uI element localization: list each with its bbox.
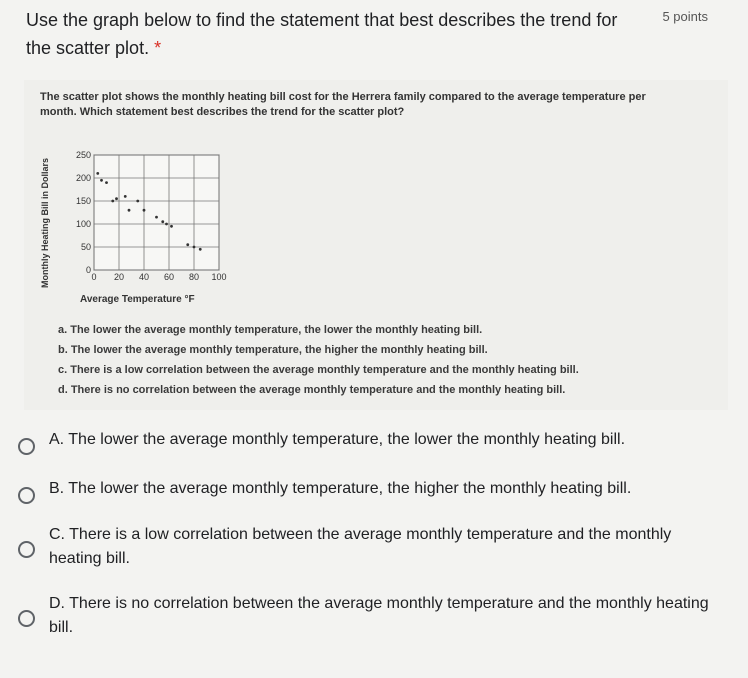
radio-c[interactable] <box>18 541 35 558</box>
data-point <box>186 243 189 246</box>
x-tick-label: 0 <box>91 272 97 282</box>
image-choice-c: c. There is a low correlation between the average monthly temperature and the monthly heating bill. <box>58 364 579 376</box>
data-point <box>100 179 103 182</box>
option-c[interactable] <box>12 523 732 571</box>
x-tick-label: 40 <box>138 272 150 282</box>
radio-d[interactable] <box>18 610 35 627</box>
y-tick-label: 100 <box>75 219 91 229</box>
required-mark: * <box>154 38 162 58</box>
y-tick-label: 150 <box>75 196 91 206</box>
option-a[interactable] <box>12 428 732 455</box>
data-point <box>105 181 108 184</box>
data-point <box>199 248 202 251</box>
image-choice-b: b. The lower the average monthly temperature, the higher the monthly heating bill. <box>58 344 488 356</box>
x-axis-label: Average Temperature °F <box>80 294 195 305</box>
data-point <box>111 200 114 203</box>
data-point <box>143 209 146 212</box>
plot-area <box>94 155 219 270</box>
radio-a[interactable] <box>18 438 35 455</box>
y-tick-label: 50 <box>80 242 91 252</box>
points-label: 5 points <box>662 9 708 24</box>
option-b-label[interactable]: B. The lower the average monthly temperature, the higher the monthly heating bill. <box>49 480 632 497</box>
data-point <box>170 225 173 228</box>
option-d[interactable] <box>12 592 732 640</box>
y-tick-label: 0 <box>85 265 91 275</box>
question-image <box>24 80 728 410</box>
image-choices <box>58 320 718 400</box>
image-choice-a: a. The lower the average monthly temperature, the lower the monthly heating bill. <box>58 324 483 336</box>
data-point <box>128 209 131 212</box>
radio-b[interactable] <box>18 487 35 504</box>
option-a-label[interactable]: A. The lower the average monthly temperature, the lower the monthly heating bill. <box>49 431 626 448</box>
x-tick-label: 80 <box>188 272 200 282</box>
data-point <box>124 195 127 198</box>
data-point <box>136 200 139 203</box>
data-point <box>161 220 164 223</box>
image-prompt: The scatter plot shows the monthly heating bill cost for the Herrera family compared to the average temperature per month. Which statement best describes the trend for the scatter plot? <box>40 91 646 118</box>
data-point <box>155 216 158 219</box>
question-title <box>26 6 646 62</box>
option-b[interactable] <box>12 477 732 504</box>
image-choice-d: d. There is no correlation between the average monthly temperature and the monthly heating bill. <box>58 384 566 396</box>
data-point <box>193 246 196 249</box>
x-tick-label: 100 <box>211 272 227 282</box>
y-axis-label: Monthly Heating Bill in Dollars <box>40 157 50 288</box>
data-point <box>165 223 168 226</box>
data-point <box>115 197 118 200</box>
question-text: Use the graph below to find the statement that best describes the trend for the scatter plot. <box>26 10 618 58</box>
option-d-label[interactable]: D. There is no correlation between the average monthly temperature and the monthly heating bill. <box>49 595 709 636</box>
x-tick-label: 60 <box>163 272 175 282</box>
data-point <box>96 172 99 175</box>
y-tick-label: 200 <box>75 173 91 183</box>
scatter-plot <box>34 140 244 310</box>
x-tick-label: 20 <box>113 272 125 282</box>
option-c-label[interactable]: C. There is a low correlation between the average monthly temperature and the monthly heating bill. <box>49 526 672 567</box>
y-tick-label: 250 <box>75 150 91 160</box>
